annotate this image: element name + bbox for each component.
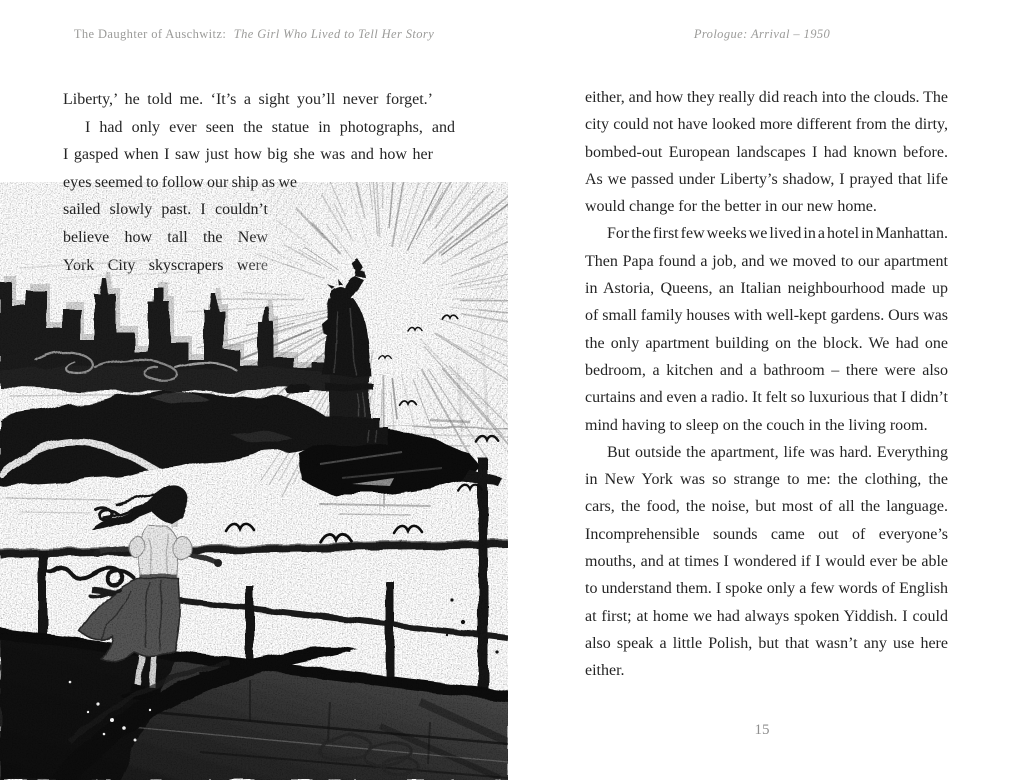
text-line: curtains and even a radio. It felt so luxurious that I didn’t [585, 389, 948, 407]
text-line: in New York was so strange to me: the clothing, the [585, 471, 948, 489]
text-line: city could not have looked more different from the dirty, [585, 116, 948, 134]
text-line: either. [585, 662, 625, 680]
text-line: cars, the food, the noise, but most of all the language. [585, 498, 948, 516]
text-line: either, and how they really did reach into the clouds. The [585, 89, 949, 106]
page-number: 15 [754, 722, 770, 738]
text-line: bombed-out European landscapes I had known before. [585, 143, 948, 161]
text-line: to understand them. I spoke only a few words of English [585, 580, 948, 598]
text-line: For the first few weeks we lived in a hotel in Manhattan. [607, 225, 948, 243]
book-subtitle: The Girl Who Lived to Tell Her Story [233, 27, 435, 41]
text-line: of small family houses with well-kept gardens. Ours was [585, 307, 948, 325]
text-line: But outside the apartment, life was hard. Everything [607, 443, 948, 461]
text-line: at first; at home we had always spoken Yiddish. I could [585, 607, 948, 625]
text-line: also speak a little Polish, but that wasn’t any use here [585, 634, 948, 652]
text-line: in Astoria, Queens, an Italian neighbourhood made up [585, 280, 948, 298]
illustration [0, 182, 508, 780]
left-running-header [0, 27, 508, 42]
text-line: As we passed under Liberty’s shadow, I prayed that life [585, 170, 948, 188]
book-title: The Daughter of Auschwitz: [73, 27, 227, 41]
text-line: I had only ever seen the statue in photographs, and [85, 118, 455, 136]
text-line: Incomprehensible sounds came out of everyone’s [585, 525, 948, 543]
text-line: mind having to sleep on the couch in the living room. [585, 416, 928, 434]
text-line: the only apartment building on the block. We had one [585, 334, 948, 352]
grain-overlay [0, 182, 508, 780]
text-line: Then Papa found a job, and we moved to our apartment [585, 252, 948, 270]
text-line: mouths, and at times I wondered if I would ever be able [585, 553, 948, 571]
right-page-text [585, 84, 948, 685]
text-line: would change for the better in our new home. [585, 198, 877, 216]
right-running-header: Prologue: Arrival – 1950 [693, 27, 831, 41]
text-line: Liberty,’ he told me. ‘It’s a sight you’ll never forget.’ [63, 91, 433, 108]
text-line: bedroom, a kitchen and a bathroom – there were also [585, 361, 948, 379]
text-line: I gasped when I saw just how big she was and how her [63, 146, 433, 164]
